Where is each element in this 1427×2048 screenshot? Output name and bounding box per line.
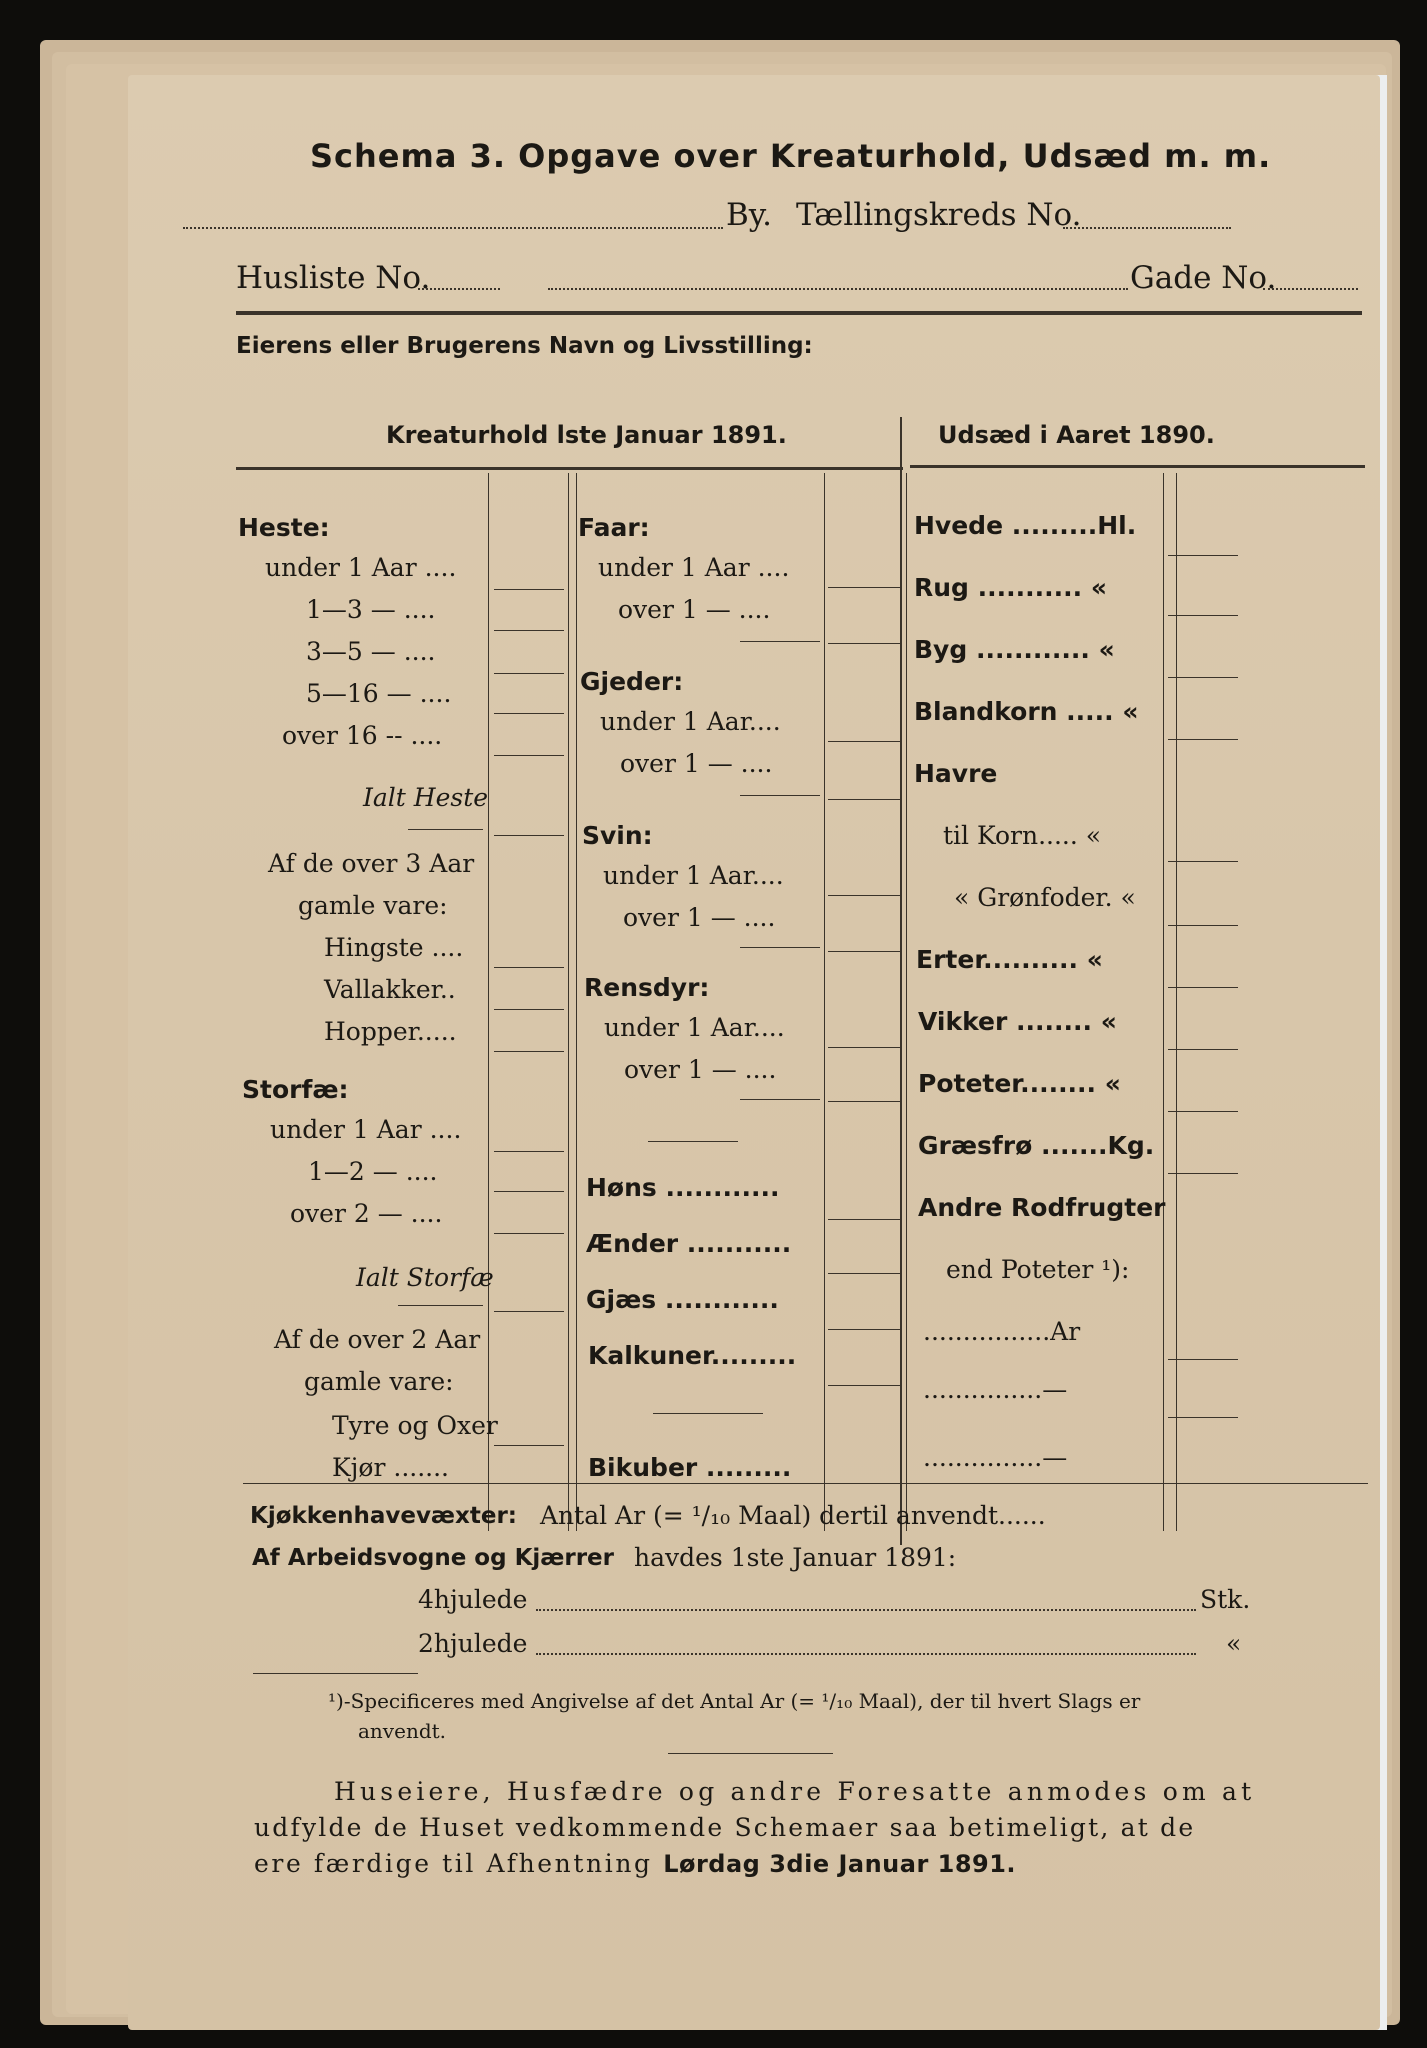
pigs-under1-box (828, 895, 902, 896)
rye-box (1168, 615, 1238, 616)
kitchen-garden-text: Antal Ar (= ¹/₁₀ Maal) dertil anvendt...... (540, 1501, 1046, 1530)
street-label: Gade No. (1130, 260, 1277, 296)
pigs-under1: under 1 Aar.... (603, 861, 784, 890)
pigs-heading: Svin: (582, 821, 653, 850)
horses-5-16-box (494, 713, 564, 714)
total-cattle-rule (398, 1305, 483, 1306)
reindeer-over1-box (828, 1101, 902, 1102)
root-crop-box-1 (1168, 1359, 1238, 1360)
pigs-subtotal-rule (740, 947, 820, 948)
oats-fodder-box (1168, 925, 1238, 926)
goats-under1-box (828, 741, 902, 742)
sheep-heading: Faar: (578, 513, 650, 542)
col2-box-right (906, 473, 907, 1531)
sowing-header: Udsæd i Aaret 1890. (938, 421, 1215, 449)
root-crop-line-1: ................Ar (923, 1317, 1081, 1346)
four-wheeled-fill (536, 1609, 1196, 1611)
cattle-over2: over 2 — .... (290, 1199, 443, 1228)
col2-box-left (824, 473, 825, 1531)
total-horses-box (494, 835, 564, 836)
horses-over16: over 16 -- .... (282, 721, 443, 750)
four-wheeled: 4hjulede (418, 1585, 528, 1614)
appeal-rule (668, 1753, 833, 1754)
appeal-line3-text: ere færdige til Afhentning (254, 1849, 653, 1878)
footnote-line1: ¹)-Specificeres med Angivelse af det Antal Ar (= ¹/₁₀ Maal), der til hvert Slags er (328, 1689, 1141, 1713)
form-title: Schema 3. Opgave over Kreaturhold, Udsæd m. m. (310, 137, 1272, 175)
cattle-over2-box (494, 1233, 564, 1234)
sheep-subtotal-rule (740, 641, 820, 642)
mares: Hopper..... (324, 1017, 457, 1046)
col1-box-left (488, 473, 489, 1531)
peas-box (1168, 987, 1238, 988)
other-than-potatoes: end Poteter ¹): (946, 1255, 1130, 1284)
stallions-box (494, 967, 564, 968)
vetch-box (1168, 1049, 1238, 1050)
other-root-crops: Andre Rodfrugter (918, 1193, 1166, 1222)
sheep-over1: over 1 — .... (618, 595, 771, 624)
section-rule-right (910, 465, 1365, 468)
header-rule (236, 311, 1362, 315)
total-cattle: Ialt Storfæ (356, 1263, 494, 1292)
owner-label: Eierens eller Brugerens Navn og Livsstilling: (236, 333, 813, 359)
peas: Erter.......... « (916, 945, 1103, 974)
cattle-over2-note: Af de over 2 Aar (274, 1325, 481, 1354)
footnote-rule (253, 1673, 418, 1674)
beehive-separator (653, 1413, 763, 1414)
horses-over16-box (494, 755, 564, 756)
reindeer-subtotal-rule (740, 1099, 820, 1100)
horses-3-5-box (494, 673, 564, 674)
mixed-grain: Blandkorn ..... « (914, 697, 1139, 726)
oats-grain-box (1168, 861, 1238, 862)
reindeer-under1-box (828, 1047, 902, 1048)
bulls-oxen: Tyre og Oxer (332, 1411, 498, 1440)
goats-over1-box (828, 799, 902, 800)
barley: Byg ............ « (914, 635, 1115, 664)
table-bottom-rule (243, 1483, 1368, 1484)
potatoes: Poteter........ « (918, 1069, 1121, 1098)
oats: Havre (914, 759, 998, 788)
grass-seed-box (1168, 1173, 1238, 1174)
two-wheeled-fill (536, 1653, 1196, 1655)
geldings: Vallakker.. (324, 975, 456, 1004)
town-fill-line (183, 227, 723, 229)
kitchen-garden-label: Kjøkkenhavevæxter: (250, 1503, 518, 1529)
pigs-over1: over 1 — .... (623, 903, 776, 932)
household-list-fill (418, 288, 500, 290)
grass-seed: Græsfrø .......Kg. (918, 1131, 1155, 1160)
col2-start (576, 473, 577, 1531)
cattle-under1-box (494, 1151, 564, 1152)
hens-box (828, 1219, 902, 1220)
potatoes-box (1168, 1111, 1238, 1112)
census-form-page (128, 75, 1380, 2030)
horses-over3-note: Af de over 3 Aar (268, 849, 475, 878)
horses-1-3-box (494, 630, 564, 631)
horses-gamle-vare: gamle vare: (298, 891, 448, 920)
cows: Kjør ....... (332, 1453, 450, 1482)
beehives: Bikuber ......... (588, 1453, 792, 1482)
reindeer-under1: under 1 Aar.... (604, 1013, 785, 1042)
appeal-line2: udfylde de Huset vedkommende Schemaer saa betimeligt, at de (254, 1813, 1196, 1842)
hens: Høns ............ (586, 1173, 780, 1202)
geese: Gjæs ............ (586, 1285, 779, 1314)
wheat: Hvede .........Hl. (914, 511, 1137, 540)
bulls-oxen-box (494, 1445, 564, 1446)
sheep-under1-box (828, 587, 902, 588)
horses-1-3: 1—3 — .... (306, 595, 436, 624)
goats-under1: under 1 Aar.... (600, 707, 781, 736)
reindeer-heading: Rensdyr: (584, 973, 710, 1002)
cattle-1-2-box (494, 1191, 564, 1192)
root-crop-line-2: ...............— (923, 1375, 1068, 1404)
root-crop-line-3: ...............— (923, 1443, 1068, 1472)
appeal-line3 (254, 1849, 1016, 1878)
appeal-line1: Huseiere, Husfædre og andre Foresatte anmodes om at (334, 1777, 1256, 1806)
horses-heading: Heste: (238, 513, 330, 542)
ducks-box (828, 1273, 902, 1274)
poultry-separator (648, 1141, 738, 1142)
goats-subtotal-rule (740, 795, 820, 796)
livestock-header: Kreaturhold lste Januar 1891. (386, 421, 787, 449)
section-rule-left (236, 467, 903, 470)
count-district-fill (1063, 227, 1231, 229)
street-fill (548, 288, 1128, 290)
turkeys-box (828, 1385, 902, 1386)
household-list-label: Husliste No. (236, 260, 431, 296)
geldings-box (494, 1009, 564, 1010)
mixed-grain-box (1168, 739, 1238, 740)
count-district-label: Tællingskreds No. (796, 197, 1082, 233)
stallions: Hingste .... (324, 933, 464, 962)
sheep-under1: under 1 Aar .... (598, 553, 790, 582)
goats-over1: over 1 — .... (620, 749, 773, 778)
total-horses-rule (408, 829, 483, 830)
mares-box (494, 1051, 564, 1052)
town-label: By. (726, 197, 773, 233)
street-no-fill (1263, 288, 1358, 290)
total-cattle-box (494, 1311, 564, 1312)
horses-under1-box (494, 589, 564, 590)
col1-box-right (568, 473, 569, 1531)
turkeys: Kalkuner......... (588, 1341, 797, 1370)
geese-box (828, 1329, 902, 1330)
oats-green-fodder: « Grønfoder. « (954, 883, 1136, 912)
vetch: Vikker ........ « (918, 1007, 1117, 1036)
horses-5-16: 5—16 — .... (306, 679, 452, 708)
col3-box-left (1163, 473, 1164, 1531)
rye: Rug ........... « (914, 573, 1107, 602)
wagons-text: havdes 1ste Januar 1891: (634, 1543, 957, 1572)
root-crop-box-2 (1168, 1417, 1238, 1418)
cattle-gamle-vare: gamle vare: (304, 1367, 454, 1396)
oats-grain: til Korn..... « (943, 821, 1102, 850)
ducks: Ænder ........... (586, 1229, 792, 1258)
horses-3-5: 3—5 — .... (306, 637, 436, 666)
goats-heading: Gjeder: (580, 667, 684, 696)
cattle-1-2: 1—2 — .... (308, 1157, 438, 1186)
footnote-line2: anvendt. (358, 1719, 447, 1743)
two-wheeled-ditto: « (1226, 1629, 1242, 1658)
reindeer-over1: over 1 — .... (624, 1055, 777, 1084)
barley-box (1168, 677, 1238, 678)
cattle-heading: Storfæ: (242, 1075, 349, 1104)
cattle-under1: under 1 Aar .... (270, 1115, 462, 1144)
wagons-label: Af Arbeidsvogne og Kjærrer (252, 1545, 615, 1571)
two-wheeled: 2hjulede (418, 1629, 528, 1658)
wheat-box (1168, 555, 1238, 556)
four-wheeled-unit: Stk. (1200, 1585, 1251, 1614)
horses-under1: under 1 Aar .... (265, 553, 457, 582)
col3-box-right (1176, 473, 1177, 1531)
sheep-over1-box (828, 643, 902, 644)
pigs-over1-box (828, 951, 902, 952)
total-horses: Ialt Heste (363, 783, 489, 812)
pickup-date: Lørdag 3die Januar 1891. (663, 1850, 1017, 1878)
